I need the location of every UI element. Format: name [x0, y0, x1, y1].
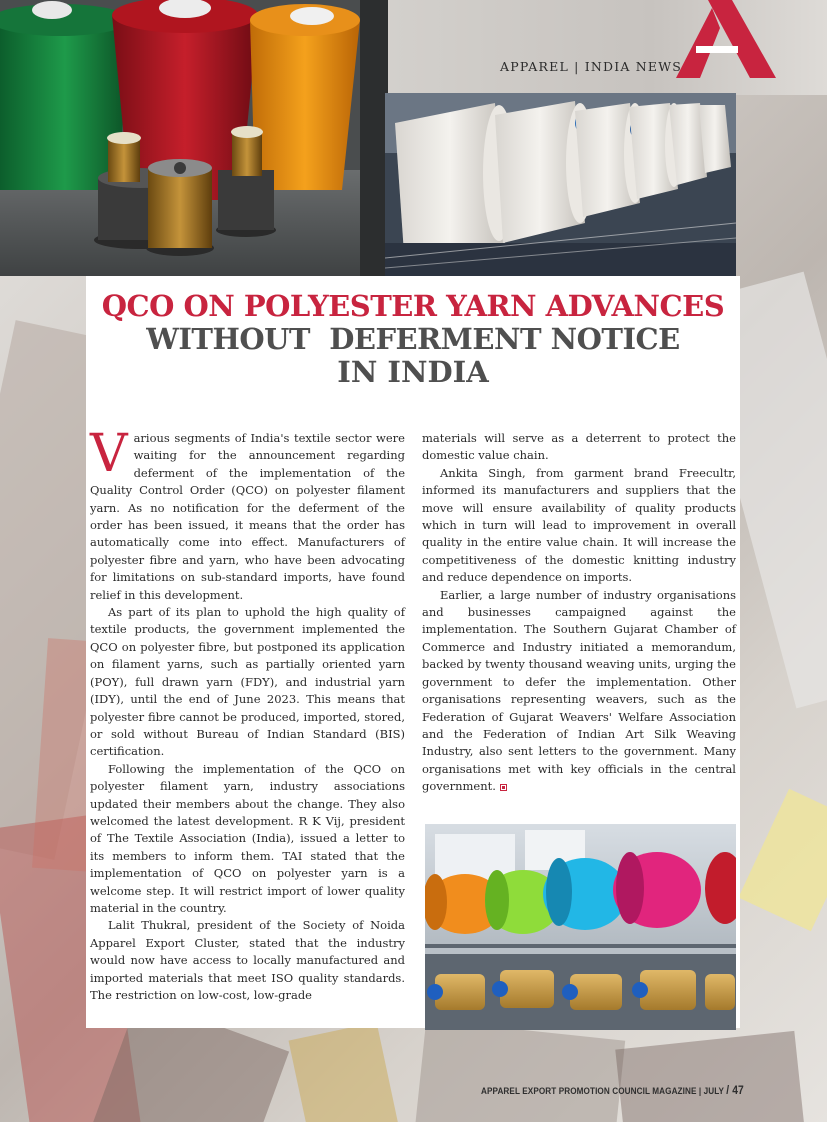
paragraph: Following the implementation of the QCO on polyester filament yarn, industry associations updated their members about the change. They also welcomed the latest development. R K Vij, president of The Textile Association (India), issued a letter to its members to inform them. TAI stated that the implementation of QCO on polyester yarn is a welcome step. It will restrict import of lower quality material in the country.	[90, 761, 405, 915]
headline-line-3: IN INDIA	[337, 355, 489, 390]
paragraph: Ankita Singh, from garment brand Freecultr, informed its manufacturers and suppliers that the move will ensure availability of quality products which in turn will lead to improvement in overall quality in the entire value chain. It will increase the competitiveness of the domestic knitting industry and reduce dependence on imports.	[422, 465, 736, 585]
paragraph: materials will serve as a deterrent to protect the domestic value chain.	[422, 431, 736, 463]
section-label: APPAREL | INDIA NEWS	[500, 59, 683, 74]
footer-publication: APPAREL EXPORT PROMOTION COUNCIL MAGAZINE | JULY	[481, 1086, 724, 1097]
page-footer	[481, 1083, 744, 1097]
letter-a-logo-icon	[676, 0, 776, 78]
white-yarn-cones-photo	[385, 93, 736, 276]
drop-cap: V	[90, 424, 128, 484]
article-column-left	[90, 424, 405, 1004]
paragraph: As part of its plan to uphold the high quality of textile products, the government implemented the QCO on polyester fibre, but postponed its application on filament yarns, such as partially oriented yarn (POY), full drawn yarn (FDY), and industrial yarn (IDY), until the end of June 2023. This means that polyester fibre cannot be produced, imported, stored, or sold without Bureau of Indian Standard (BIS) certification.	[90, 605, 405, 759]
paragraph: Earlier, a large number of industry organisations and businesses campaigned against the implementation. The Southern Gujarat Chamber of Commerce and Industry initiated a memorandum, backed by twenty thousand weaving units, urging the government to defer the implementation. Other organisations representing weavers, such as the Federation of Gujarat Weavers' Welfare Association and the Federation of Indian Art Silk Weaving Industry, also sent letters to the government. Many organisations met with key officials in the central government.	[422, 587, 736, 794]
article-headline	[86, 290, 740, 389]
paragraph: Various segments of India's textile sector were waiting for the announcement regarding deferment of the implementation of the Quality Control Order (QCO) on polyester filament yarn. As no notification for the deferment of the order has been issued, it means that the order has automatically come into effect. Manufacturers of polyester fibre and yarn, who have been advocating for limitations on sub-standard imports, have found relief in this development.	[90, 424, 405, 602]
colored-yarn-machine-photo	[425, 824, 736, 1030]
headline-line-1: QCO ON POLYESTER YARN ADVANCES	[101, 289, 725, 323]
yarn-spools-photo	[0, 0, 388, 276]
headline-line-2: WITHOUT DEFERMENT NOTICE	[146, 322, 680, 357]
article-column-right	[422, 430, 736, 796]
end-mark-icon	[500, 784, 507, 791]
page-number: / 47	[726, 1083, 744, 1097]
paragraph: Lalit Thukral, president of the Society of Noida Apparel Export Cluster, stated that the industry would now have access to locally manufactured and imported materials that meet ISO quality standards. The restriction on low-cost, low-grade	[90, 918, 405, 1002]
